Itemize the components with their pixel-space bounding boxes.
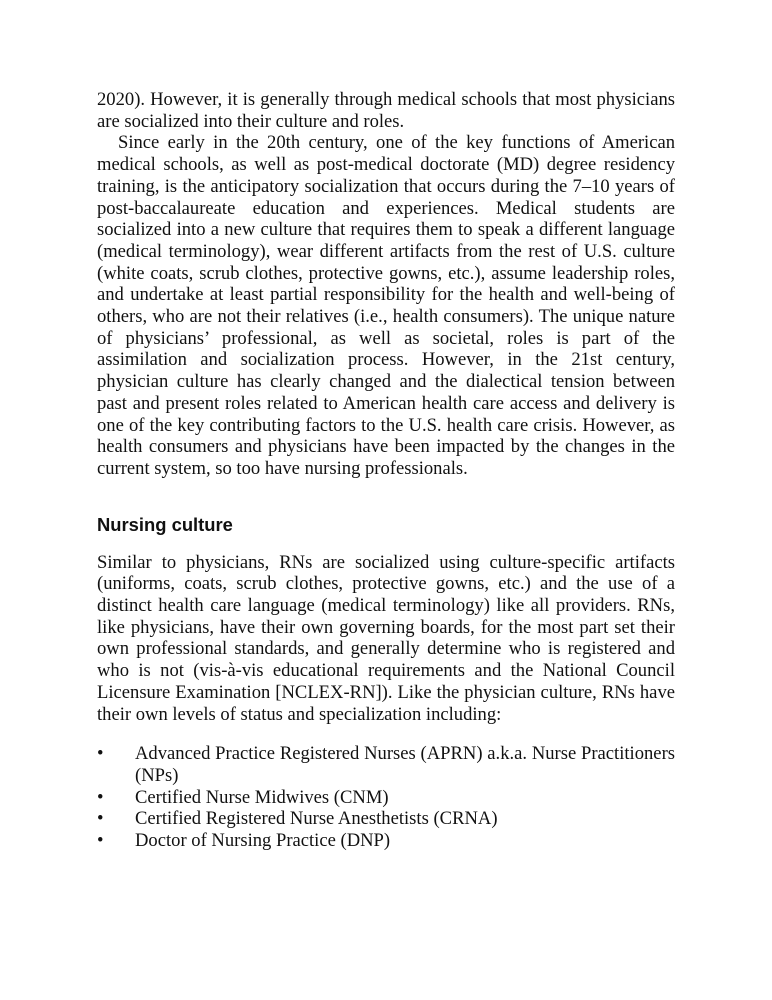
list-item-text: Advanced Practice Registered Nurses (APRN) a.k.a. Nurse Practitioners (NPs)	[135, 743, 675, 786]
list-item-text: Certified Registered Nurse Anesthetists (CRNA)	[135, 808, 498, 830]
bullet-icon: •	[97, 786, 104, 808]
list-item	[97, 743, 675, 786]
list-item	[97, 830, 675, 852]
list-item-text: Doctor of Nursing Practice (DNP)	[135, 830, 391, 852]
paragraph-physician-socialization: Since early in the 20th century, one of the key functions of American medical schools, as well as post-medical doctorate (MD) degree residency training, is the anticipatory socialization that occurs during the 7–10 years of post-baccalaureate education and experiences. Medical students are socialized into a new culture that requires them to speak a different language (medical terminology), wear different artifacts from the rest of U.S. culture (white coats, scrub clothes, protective gowns, etc.), assume leadership roles, and undertake at least partial responsibility for the health and well-being of others, who are not their relatives (i.e., health consumers). The unique nature of physicians’ professional, as well as societal, roles is part of the assimilation and socialization process. However, in the 21st century, physician culture has clearly changed and the dialectical tension between past and present roles related to American health care access and delivery is one of the key contributing factors to the U.S. health care crisis. However, as health consumers and physicians have been impacted by the changes in the current system, so too have nursing professionals.	[97, 132, 675, 479]
list-item	[97, 808, 675, 830]
list-item	[97, 787, 675, 809]
bullet-icon: •	[97, 743, 104, 765]
paragraph-nursing-culture: Similar to physicians, RNs are socialized using culture-specific artifacts (uniforms, coats, scrub clothes, protective gowns, etc.) and the use of a distinct health care language (medical terminology) like all providers. RNs, like physicians, have their own governing boards, for the most part set their own professional standards, and generally determine who is registered and who is not (vis-à-vis educational requirements and the National Council Licensure Examination [NCLEX-RN]). Like the physician culture, RNs have their own levels of status and specialization including:	[97, 551, 675, 725]
document-page	[97, 89, 675, 852]
specialization-list	[97, 743, 675, 852]
paragraph-continuation: 2020). However, it is generally through medical schools that most physicians are socialized into their culture and roles.	[97, 89, 675, 132]
list-item-text: Certified Nurse Midwives (CNM)	[135, 786, 389, 808]
bullet-icon: •	[97, 830, 104, 852]
bullet-icon: •	[97, 808, 104, 830]
section-heading-nursing-culture: Nursing culture	[97, 513, 233, 535]
